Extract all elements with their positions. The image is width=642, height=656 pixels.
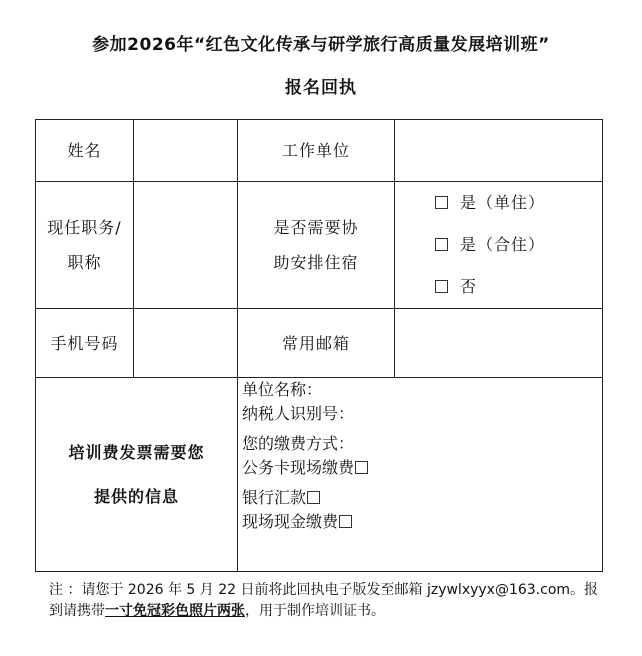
email-field[interactable]	[395, 309, 603, 378]
checkbox-icon[interactable]	[355, 461, 368, 474]
payment-option-cash[interactable]	[242, 510, 602, 534]
invoice-label-line1: 培训费发票需要您	[68, 442, 205, 462]
lodging-option-no[interactable]	[395, 266, 602, 308]
lodging-option-no-label: 否	[460, 277, 478, 296]
row-position-lodging	[36, 182, 603, 309]
name-label: 姓名	[36, 120, 134, 182]
phone-field[interactable]	[134, 309, 238, 378]
payment-option-card-label: 公务卡现场缴费	[242, 458, 355, 477]
payment-option-bank[interactable]	[242, 486, 602, 510]
position-label	[36, 182, 134, 309]
form-subtitle: 报名回执	[285, 78, 357, 98]
row-name-unit	[36, 120, 603, 182]
position-field[interactable]	[134, 182, 238, 309]
form-title: 参加2026年“红色文化传承与研学旅行高质量发展培训班”	[92, 35, 550, 55]
payment-option-bank-label: 银行汇款	[242, 488, 307, 507]
phone-label: 手机号码	[36, 309, 134, 378]
lodging-option-single[interactable]	[395, 182, 602, 224]
note-suffix: ，用于制作培训证书。	[245, 603, 385, 619]
invoice-label	[36, 378, 238, 572]
lodging-option-shared[interactable]	[395, 224, 602, 266]
invoice-info-field[interactable]	[238, 378, 603, 572]
checkbox-icon[interactable]	[435, 238, 448, 251]
row-invoice	[36, 378, 603, 572]
position-label-line1: 现任职务/	[47, 218, 122, 237]
lodging-option-shared-label: 是（合住）	[460, 235, 546, 254]
name-field[interactable]	[134, 120, 238, 182]
invoice-label-line2: 提供的信息	[93, 486, 179, 506]
payment-option-card[interactable]	[242, 456, 602, 480]
row-phone-email	[36, 309, 603, 378]
checkbox-icon[interactable]	[339, 515, 352, 528]
position-label-line2: 职称	[67, 253, 102, 272]
registration-form-table	[35, 119, 603, 572]
lodging-label	[238, 182, 395, 309]
checkbox-icon[interactable]	[435, 196, 448, 209]
footer-note	[49, 580, 609, 622]
lodging-options	[395, 182, 603, 309]
checkbox-icon[interactable]	[307, 491, 320, 504]
unit-name-line: 单位名称：	[242, 380, 323, 399]
work-unit-label: 工作单位	[238, 120, 395, 182]
payment-method-line: 您的缴费方式：	[242, 434, 355, 453]
lodging-label-line1: 是否需要协	[273, 218, 359, 237]
checkbox-icon[interactable]	[435, 280, 448, 293]
tax-id-line: 纳税人识别号：	[242, 404, 355, 423]
note-text: 注 ：请您于 2026 年 5 月 22 日前将此回执电子版发至邮箱 jzywlxyyx@163.com。报到请携带	[49, 582, 599, 619]
note-emphasis: 一寸免冠彩色照片两张	[105, 603, 245, 619]
lodging-label-line2: 助安排住宿	[273, 253, 359, 272]
work-unit-field[interactable]	[395, 120, 603, 182]
lodging-option-single-label: 是（单住）	[460, 193, 546, 212]
email-label: 常用邮箱	[238, 309, 395, 378]
payment-option-cash-label: 现场现金缴费	[242, 512, 339, 531]
